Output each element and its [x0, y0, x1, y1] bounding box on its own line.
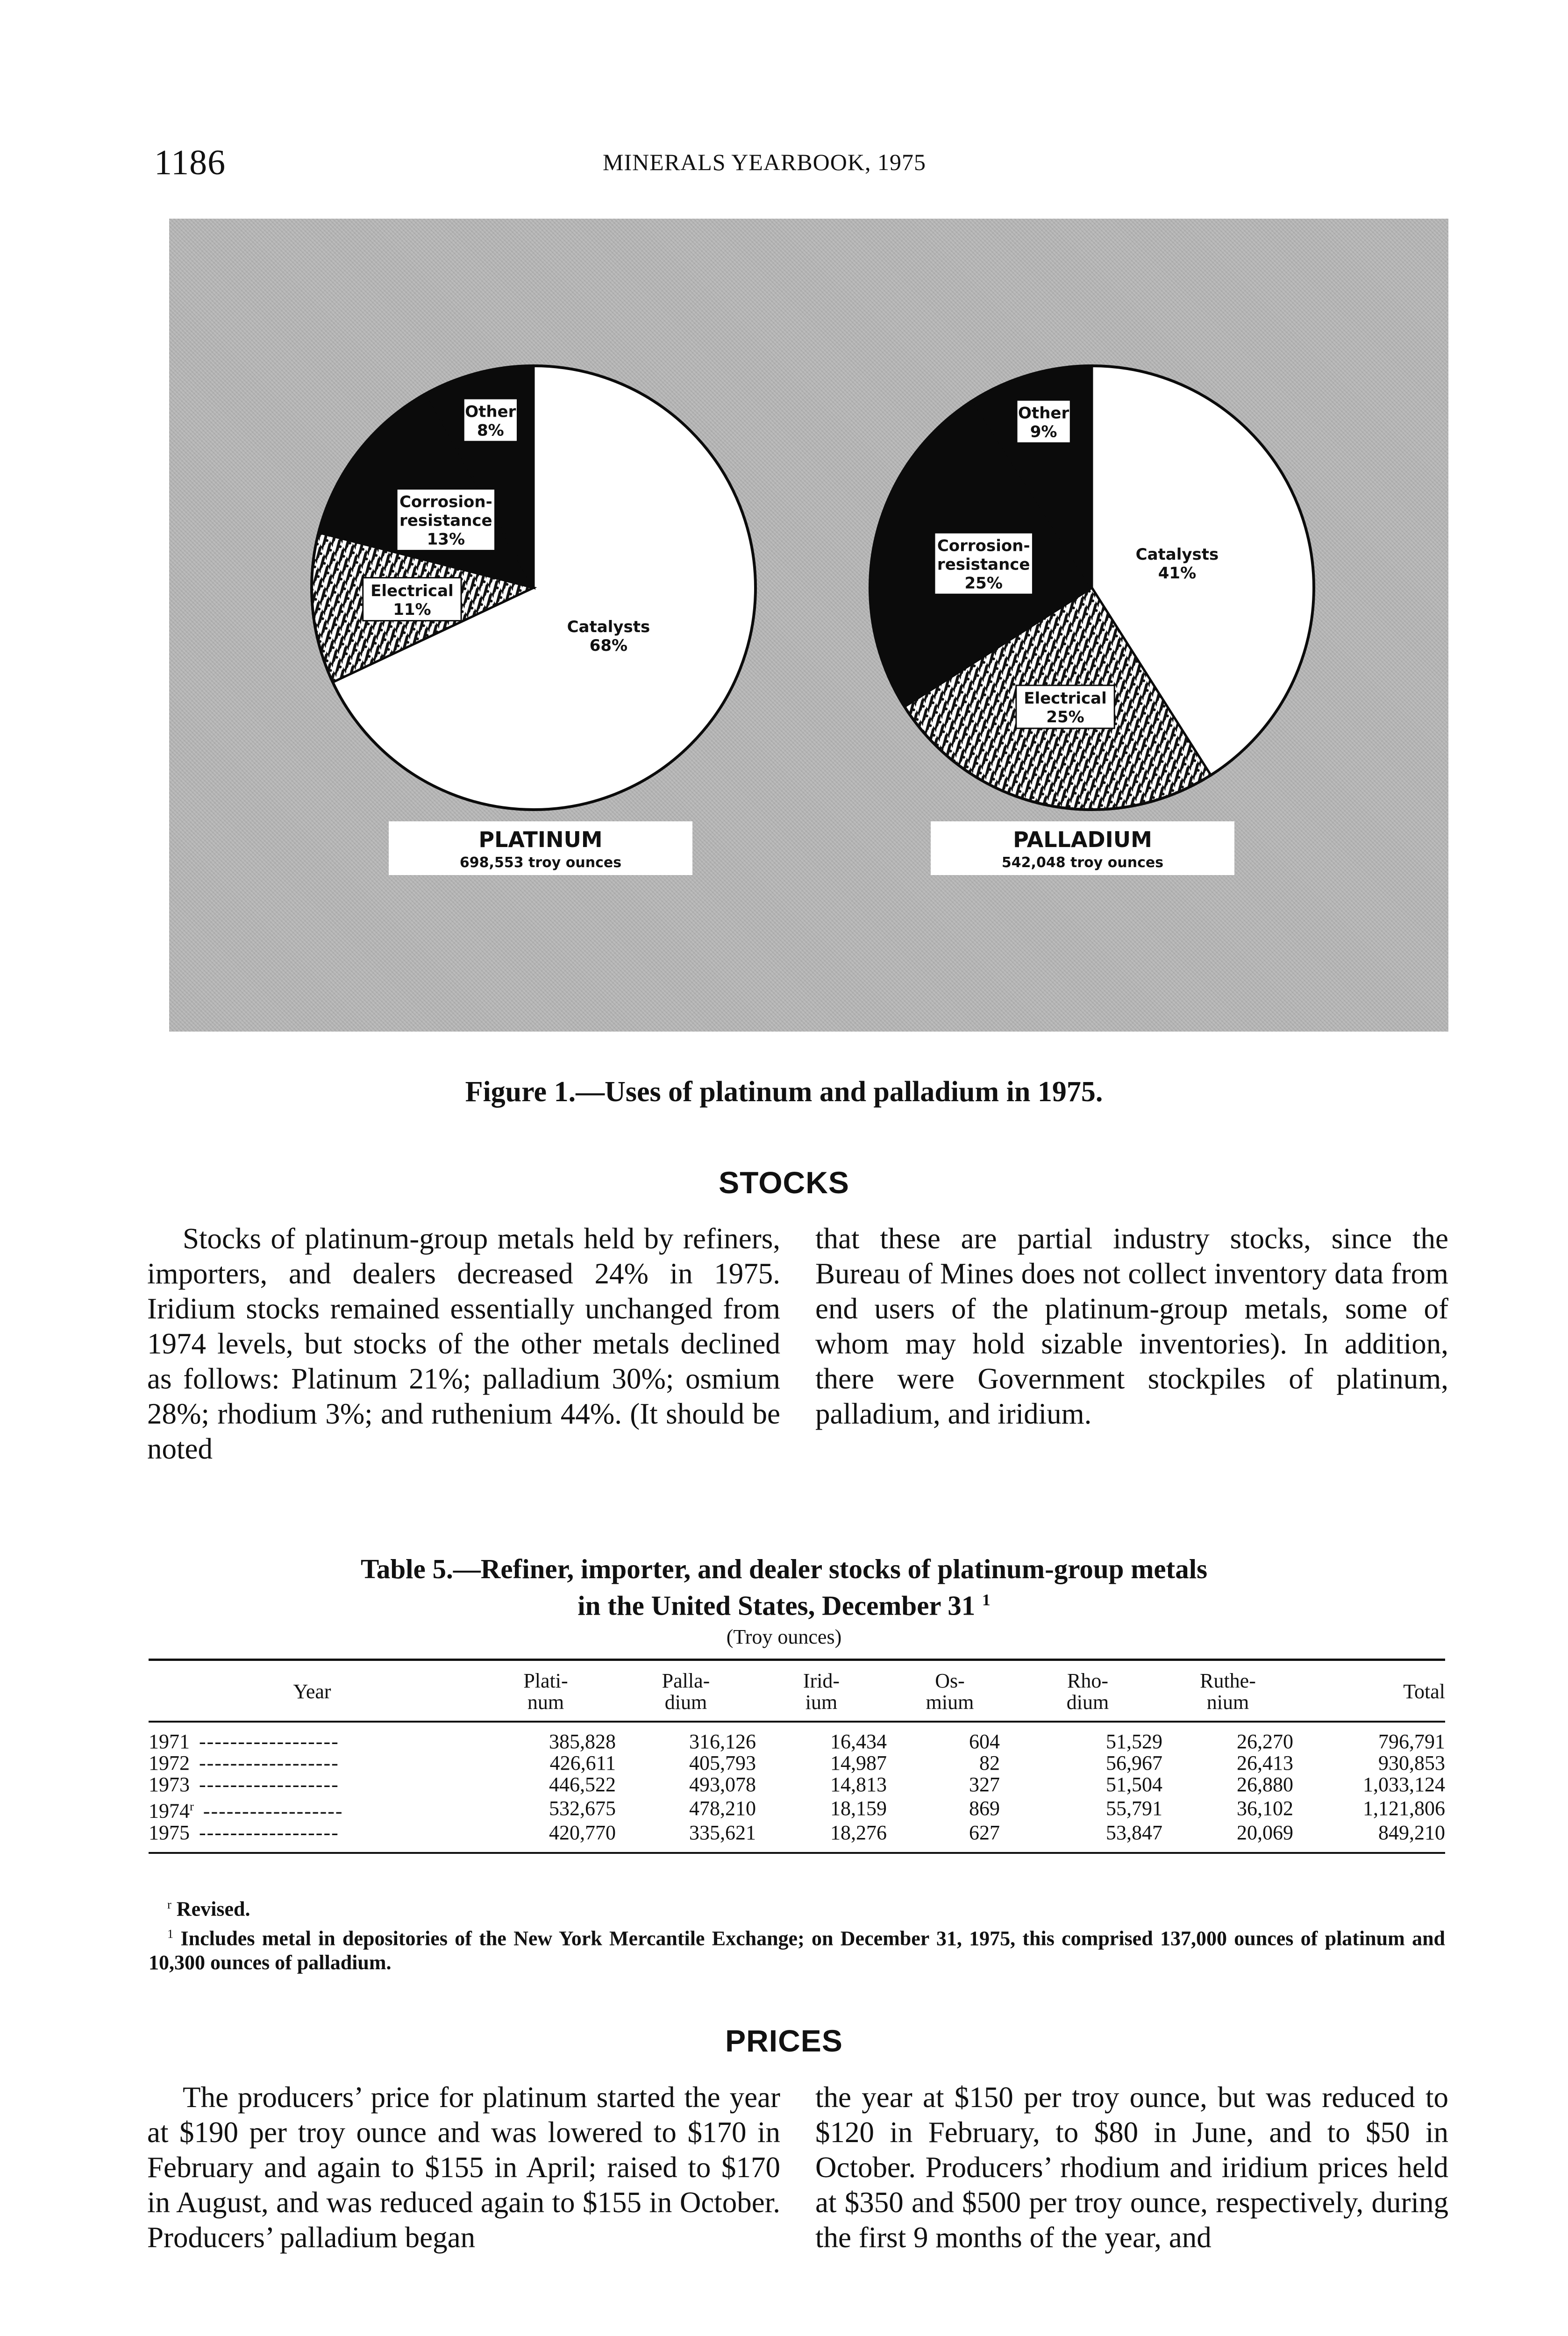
cell-palladium: 405,793 — [689, 1752, 756, 1774]
cell-osmium: 869 — [969, 1797, 1000, 1820]
table-5-title-line-2: in the United States, December 31 — [577, 1590, 976, 1621]
cell-osmium: 327 — [969, 1773, 1000, 1796]
cell-year: 1971 ------------------ — [149, 1730, 339, 1753]
cell-iridium: 14,813 — [830, 1773, 887, 1796]
slice-label-text: 13% — [427, 530, 465, 549]
cell-iridium: 18,276 — [756, 1822, 887, 1853]
prices-paragraph-2: the year at $150 per troy ounce, but was reduced to $120 in February, to $80 in June, and to $50 in October. Producers’ rhodium and iridium prices held at $350 and $500 per troy ounce, respectively, during the first 9 months of the year, and — [815, 2081, 1448, 2254]
pie-palladium — [870, 366, 1314, 875]
col-header-platinum: Plati- num — [476, 1660, 616, 1722]
slice-label-text: resistance — [937, 555, 1030, 574]
col-header-rhodium: Rho- dium — [1013, 1660, 1162, 1722]
cell-total: 849,210 — [1293, 1822, 1445, 1853]
footnote-1: Includes metal in depositories of the New York Mercantile Exchange; on December 31, 1975, this comprised 137,000 ounces of platinum and 10,300 ounces of palladium. — [149, 1927, 1446, 1974]
cell-platinum: 385,828 — [549, 1730, 616, 1753]
prices-column-right — [815, 2080, 1448, 2255]
cell-osmium: 627 — [887, 1822, 1013, 1853]
slice-label-text: Other — [1018, 404, 1069, 423]
cell-ruthenium: 26,270 — [1237, 1730, 1293, 1753]
cell-iridium: 18,159 — [830, 1797, 887, 1820]
slice-label-text: 68% — [589, 636, 628, 655]
cell-ruthenium: 26,413 — [1237, 1752, 1293, 1774]
slice-label-text: Catalysts — [1135, 545, 1219, 564]
slice-label-text: Corrosion- — [399, 492, 492, 512]
slice-label-text: 11% — [393, 600, 431, 619]
slice-label-text: Catalysts — [567, 618, 650, 637]
table-5-title — [0, 1553, 1568, 1621]
prices-paragraph-1: The producers’ price for platinum started the year at $190 per troy ounce and was lowered to $170 in February and again to $155 in April; raised to $170 in August, and was reduced again to $155 in October. Producers’ palladium began — [147, 2081, 780, 2254]
slice-label-other — [463, 399, 517, 442]
table-5-header-row — [149, 1660, 1445, 1722]
slice-label-electrical — [1016, 685, 1114, 728]
stocks-paragraph-2: that these are partial industry stocks, since the Bureau of Mines does not collect inventory data from end users of the platinum-group metals, some of whom may hold sizable inventories). In addition, there were Government stockpiles of platinum, palladium, and iridium. — [815, 1222, 1448, 1430]
cell-platinum: 420,770 — [476, 1822, 616, 1853]
table-row — [149, 1722, 1445, 1752]
slice-label-text: Electrical — [371, 581, 454, 600]
table-row — [149, 1795, 1445, 1822]
slice-label-corrosion-resistance — [934, 533, 1033, 594]
running-head: MINERALS YEARBOOK, 1975 — [603, 149, 926, 175]
table-row — [149, 1774, 1445, 1795]
cell-osmium: 604 — [969, 1730, 1000, 1753]
pie-charts — [169, 219, 1448, 1032]
cell-total: 1,033,124 — [1363, 1773, 1445, 1796]
cell-palladium: 493,078 — [689, 1773, 756, 1796]
pie-title: PALLADIUM — [1013, 827, 1152, 852]
cell-total: 1,121,806 — [1363, 1797, 1445, 1820]
prices-column-left — [147, 2080, 780, 2255]
table-5-footnotes — [149, 1892, 1445, 1975]
leader-dots: ------------------ — [203, 1799, 343, 1823]
slice-label-text: Other — [465, 402, 516, 421]
footnote-1-mark: 1 — [167, 1926, 174, 1941]
leader-dots: ------------------ — [199, 1752, 339, 1774]
slice-label-text: 8% — [477, 421, 504, 440]
table-row — [149, 1752, 1445, 1774]
col-header-palladium: Palla- dium — [616, 1660, 756, 1722]
cell-palladium: 335,621 — [616, 1822, 756, 1853]
col-header-iridium: Irid- ium — [756, 1660, 887, 1722]
slice-label-text: 25% — [964, 574, 1003, 593]
stocks-paragraph-1: Stocks of platinum-group metals held by refiners, importers, and dealers decreased 24% in 1975. Iridium stocks remained essentially unchanged from 1974 levels, but stocks of the other metals declined as follows: Platinum 21%; palladium 30%; osmium 28%; rhodium 3%; and ruthenium 44%. (It should be noted — [147, 1222, 780, 1465]
col-header-osmium: Os- mium — [887, 1660, 1013, 1722]
cell-palladium: 316,126 — [689, 1730, 756, 1753]
table-5-unit: (Troy ounces) — [726, 1625, 842, 1648]
page-number: 1186 — [154, 143, 226, 182]
cell-rhodium: 55,791 — [1106, 1797, 1162, 1820]
stocks-heading: STOCKS — [719, 1165, 849, 1200]
col-header-ruthenium: Ruthe- nium — [1162, 1660, 1293, 1722]
cell-ruthenium: 36,102 — [1237, 1797, 1293, 1820]
leader-dots: ------------------ — [199, 1773, 339, 1796]
cell-rhodium: 56,967 — [1106, 1752, 1162, 1774]
cell-year: 1972 ------------------ — [149, 1752, 339, 1774]
slice-label-text: 25% — [1046, 708, 1084, 727]
cell-rhodium: 51,504 — [1106, 1773, 1162, 1796]
leader-dots: ------------------ — [199, 1821, 339, 1844]
cell-osmium: 82 — [979, 1752, 1000, 1774]
cell-total: 796,791 — [1378, 1730, 1445, 1753]
cell-ruthenium: 26,880 — [1237, 1773, 1293, 1796]
prices-heading: PRICES — [725, 2023, 843, 2058]
slice-label-other — [1017, 400, 1070, 443]
pie-platinum — [312, 366, 755, 875]
pie-title: PLATINUM — [478, 827, 603, 852]
col-header-year: Year — [149, 1660, 476, 1722]
cell-year: 1974$^r$ ------------------ — [149, 1799, 343, 1823]
cell-platinum: 532,675 — [549, 1797, 616, 1820]
stocks-column-right — [815, 1221, 1448, 1432]
slice-label-text: Corrosion- — [937, 536, 1030, 556]
table-5-title-line-1: Table 5.—Refiner, importer, and dealer stocks of platinum-group metals — [360, 1553, 1208, 1584]
slice-label-text: resistance — [399, 511, 492, 530]
slice-label-electrical — [363, 578, 461, 621]
leader-dots: ------------------ — [199, 1730, 339, 1753]
col-header-total: Total — [1293, 1660, 1445, 1722]
figure-caption: Figure 1.—Uses of platinum and palladium in 1975. — [465, 1076, 1103, 1108]
table-5-title-note-ref: 1 — [982, 1590, 991, 1609]
cell-iridium: 16,434 — [830, 1730, 887, 1753]
cell-platinum: 426,611 — [549, 1752, 616, 1774]
footnote-revised: Revised. — [176, 1897, 250, 1921]
cell-ruthenium: 20,069 — [1162, 1822, 1293, 1853]
slice-label-corrosion-resistance — [397, 489, 495, 550]
slice-label-text: 41% — [1158, 564, 1197, 583]
cell-platinum: 446,522 — [549, 1773, 616, 1796]
pie-subtitle: 542,048 troy ounces — [1001, 855, 1164, 871]
cell-year: 1973 ------------------ — [149, 1773, 339, 1796]
cell-palladium: 478,210 — [689, 1797, 756, 1820]
cell-total: 930,853 — [1378, 1752, 1445, 1774]
cell-year: 1975 ------------------ — [149, 1822, 476, 1853]
revised-mark: r — [190, 1799, 194, 1813]
cell-rhodium: 51,529 — [1106, 1730, 1162, 1753]
table-5 — [149, 1659, 1445, 1854]
cell-rhodium: 53,847 — [1013, 1822, 1162, 1853]
table-row — [149, 1822, 1445, 1853]
slice-label-text: Electrical — [1024, 689, 1107, 708]
pie-subtitle: 698,553 troy ounces — [459, 855, 622, 871]
figure-1 — [169, 219, 1448, 1032]
stocks-column-left — [147, 1221, 780, 1467]
slice-label-text: 9% — [1030, 422, 1057, 442]
cell-iridium: 14,987 — [830, 1752, 887, 1774]
footnote-revised-mark: r — [167, 1897, 171, 1911]
